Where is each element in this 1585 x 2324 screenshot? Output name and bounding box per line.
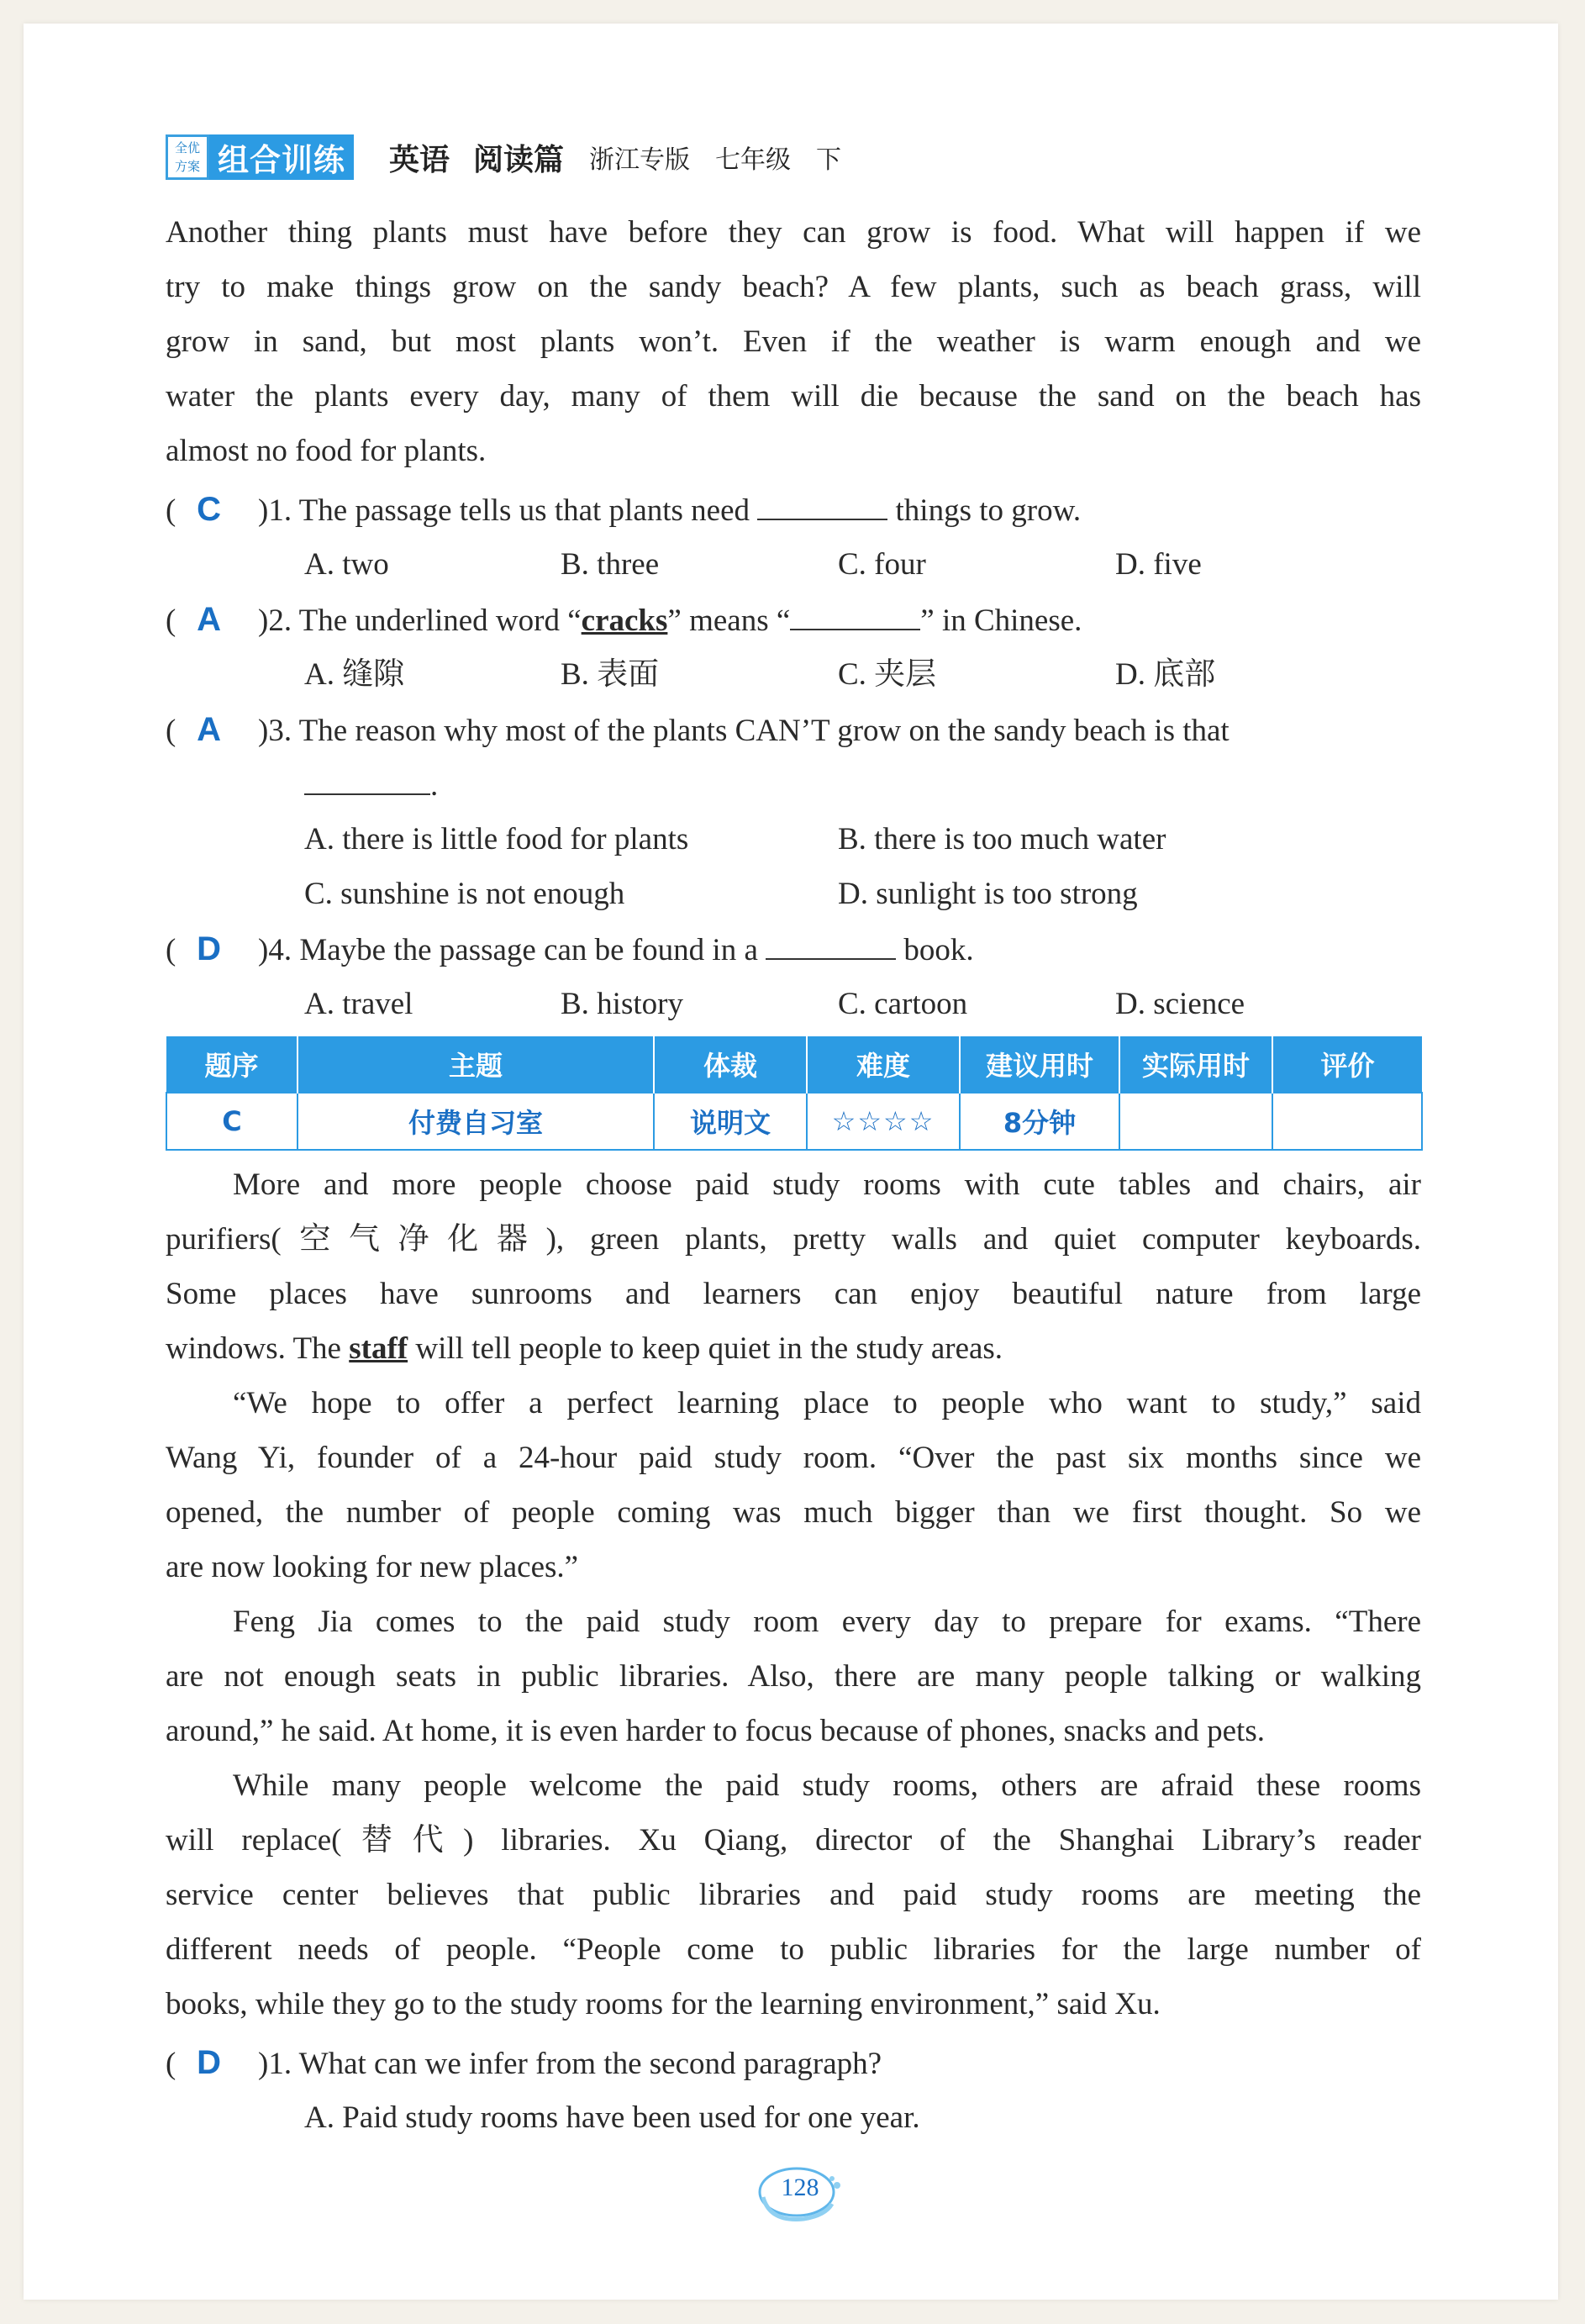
question-b3: [166, 703, 1421, 813]
table-cell: 8分钟: [960, 1093, 1119, 1150]
answer-blank: [766, 928, 896, 960]
option: B. 表面: [561, 657, 660, 692]
option: B. three: [561, 547, 660, 582]
brand-small-2: 方案: [174, 159, 200, 174]
header-cell: 题序: [166, 1036, 298, 1093]
option: D. five: [1115, 547, 1202, 582]
paragraph-line: Feng Jia comes to the paid study room every day to prepare for exams. “There: [233, 1605, 1421, 1639]
header-grade: 七年级: [715, 145, 792, 175]
table-row: [166, 1093, 1422, 1150]
option: D. science: [1115, 987, 1245, 1021]
question-text: things to grow.: [895, 493, 1082, 528]
question-number: )1.: [258, 2047, 292, 2081]
evaluation-cell[interactable]: [1272, 1093, 1422, 1150]
options-b3: [304, 812, 1422, 921]
question-text: book.: [903, 933, 974, 967]
paragraph-line: water the plants every day, many of them will die because the sand on the beach has: [166, 379, 1421, 414]
option: C. sunshine is not enough: [304, 877, 625, 911]
header-cell: 主题: [298, 1036, 654, 1093]
brand-name: 组合训练: [209, 134, 354, 180]
option: B. history: [561, 987, 683, 1021]
options-b2: [304, 647, 1422, 702]
difficulty-stars: ☆☆☆☆: [807, 1093, 960, 1150]
question-c1: [166, 2036, 882, 2091]
answer-letter: A: [197, 711, 222, 748]
answer-letter: D: [197, 2044, 222, 2081]
answer-bracket: ( D: [166, 2036, 258, 2091]
page-number: 128: [781, 2174, 819, 2201]
question-text: ” means “: [667, 603, 791, 638]
option: C. cartoon: [838, 987, 968, 1021]
header-cell: 难度: [807, 1036, 960, 1093]
paragraph-line: “We hope to offer a perfect learning place to people who want to study,” said: [233, 1386, 1421, 1420]
actual-time-cell[interactable]: [1119, 1093, 1272, 1150]
option: C. four: [838, 547, 926, 582]
options-c1: [304, 2090, 1422, 2145]
paragraph-line: are not enough seats in public libraries. Also, there are many people talking or walking: [166, 1659, 1421, 1694]
answer-bracket: ( A: [166, 593, 258, 648]
answer-bracket: ( D: [166, 922, 258, 978]
answer-blank: [757, 488, 887, 520]
header-subject: 英语: [389, 142, 450, 177]
brand-badge: [166, 134, 209, 180]
question-number: )2.: [258, 603, 292, 638]
paragraph-line: While many people welcome the paid study rooms, others are afraid these rooms: [233, 1768, 1421, 1803]
header-titles: [389, 136, 841, 179]
paragraph-line: service center believes that public libraries and paid study rooms are meeting the: [166, 1878, 1421, 1912]
question-text: ” in Chinese.: [920, 603, 1082, 638]
question-text: The underlined word “: [298, 603, 582, 638]
paragraph-line: grow in sand, but most plants won’t. Even if the weather is warm enough and we: [166, 324, 1421, 359]
header-cell: 评价: [1272, 1036, 1422, 1093]
question-b2: [166, 593, 1082, 648]
page-header: [166, 132, 841, 182]
header-cell: 建议用时: [960, 1036, 1119, 1093]
question-text: The passage tells us that plants need: [298, 493, 750, 528]
question-b4: [166, 922, 974, 978]
table-header-row: [166, 1036, 1422, 1093]
option: D. 底部: [1115, 657, 1216, 692]
question-b1: [166, 482, 1081, 538]
paragraph-line: will replace(替代) libraries. Xu Qiang, director of the Shanghai Library’s reader: [166, 1823, 1421, 1858]
answer-letter: A: [197, 601, 222, 638]
question-number: )4.: [258, 933, 292, 967]
text: will tell people to keep quiet in the study areas.: [415, 1331, 1003, 1366]
paragraph-line: books, while they go to the study rooms for the learning environment,” said Xu.: [166, 1987, 1161, 2021]
answer-blank: [304, 763, 430, 795]
question-number: )3.: [258, 714, 292, 748]
passage-b-paragraph: [166, 205, 1421, 478]
header-cell: 实际用时: [1119, 1036, 1272, 1093]
options-b1: [304, 537, 1422, 592]
header-cell: 体裁: [654, 1036, 807, 1093]
option: A. there is little food for plants: [304, 822, 689, 856]
brand-small-1: 全优: [174, 140, 200, 155]
paragraph-line: opened, the number of people coming was much bigger than we first thought. So we: [166, 1495, 1421, 1530]
question-number: )1.: [258, 493, 292, 528]
header-section: 阅读篇: [473, 142, 565, 177]
answer-blank: [790, 598, 920, 630]
question-text: What can we infer from the second paragraph?: [298, 2047, 882, 2081]
option: A. travel: [304, 987, 413, 1021]
option: A. two: [304, 547, 389, 582]
answer-letter: C: [197, 491, 222, 528]
option: A. Paid study rooms have been used for one year.: [304, 2100, 920, 2135]
underlined-word: cracks: [581, 603, 668, 638]
options-b4: [304, 977, 1422, 1031]
text: windows. The: [166, 1331, 341, 1366]
paragraph-line: Another thing plants must have before they can grow is food. What will happen if we: [166, 215, 1421, 250]
answer-letter: D: [197, 930, 222, 967]
paragraph-line: almost no food for plants.: [166, 434, 487, 468]
paragraph-line: different needs of people. “People come to public libraries for the large number of: [166, 1932, 1421, 1967]
table-cell: 说明文: [654, 1093, 807, 1150]
question-text: The reason why most of the plants CAN’T grow on the sandy beach is that: [298, 714, 1230, 748]
header-term: 下: [816, 145, 842, 175]
answer-bracket: ( C: [166, 482, 258, 538]
paragraph-line: are now looking for new places.”: [166, 1550, 579, 1584]
underlined-word: staff: [349, 1331, 408, 1366]
paragraph-line: Some places have sunrooms and learners can enjoy beautiful nature from large: [166, 1277, 1421, 1311]
option: C. 夹层: [838, 657, 937, 692]
paragraph-line: try to make things grow on the sandy beach? A few plants, such as beach grass, will: [166, 270, 1421, 304]
option: A. 缝隙: [304, 657, 405, 692]
table-cell: C: [166, 1093, 298, 1150]
passage-c: [166, 1157, 1421, 2032]
page-number-badge: [745, 2157, 845, 2229]
paragraph-line: [166, 1321, 1421, 1376]
paragraph-line: More and more people choose paid study rooms with cute tables and chairs, air: [233, 1167, 1421, 1202]
question-text: Maybe the passage can be found in a: [299, 933, 758, 967]
header-edition: 浙江专版: [589, 145, 691, 175]
paragraph-line: purifiers(空气净化器), green plants, pretty walls and quiet computer keyboards.: [166, 1222, 1421, 1257]
paragraph-line: around,” he said. At home, it is even harder to focus because of phones, snacks and pets.: [166, 1714, 1265, 1748]
paragraph-line: Wang Yi, founder of a 24-hour paid study room. “Over the past six months since we: [166, 1441, 1421, 1475]
passage-info-table: [166, 1036, 1423, 1151]
answer-bracket: ( A: [166, 703, 258, 758]
option: D. sunlight is too strong: [838, 877, 1138, 911]
option: B. there is too much water: [838, 822, 1166, 856]
question-text: .: [430, 768, 439, 803]
table-cell: 付费自习室: [298, 1093, 654, 1150]
